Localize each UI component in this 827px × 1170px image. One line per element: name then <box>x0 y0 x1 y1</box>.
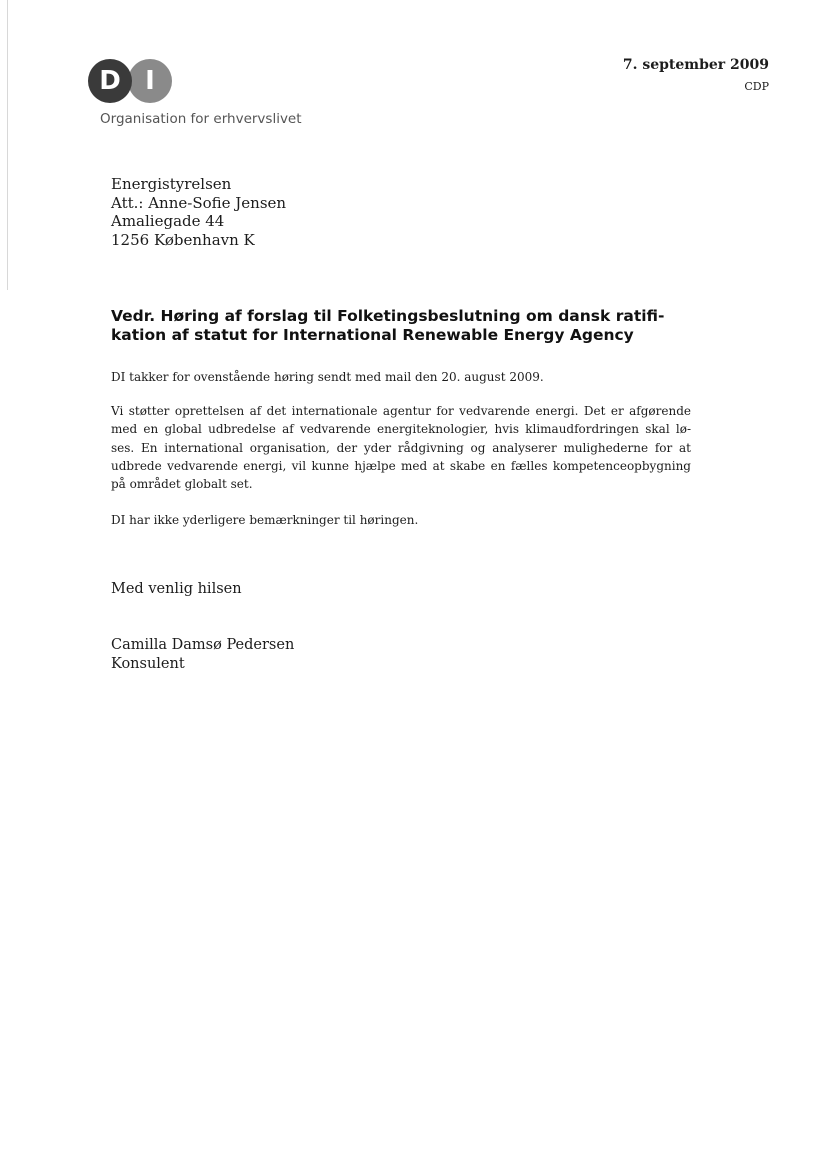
body-paragraph-3 <box>111 511 691 529</box>
paragraph-text: DI takker for ovenstående høring sendt med mail den 20. august 2009. <box>111 370 544 384</box>
paragraph-text: DI har ikke yderligere bemærkninger til høringen. <box>111 513 419 527</box>
subject-line: Vedr. Høring af forslag til Folketingsbeslutning om dansk ratifi- <box>111 307 665 325</box>
paragraph-line: på området globalt set. <box>111 477 253 492</box>
body-paragraph-1 <box>111 368 691 386</box>
signer-name: Camilla Damsø Pedersen <box>111 637 295 653</box>
closing-greeting: Med venlig hilsen <box>111 581 242 597</box>
logo-tagline: Organisation for erhvervslivet <box>100 111 302 127</box>
recipient-city: 1256 København K <box>111 230 255 249</box>
letter-date: 7. september 2009 <box>622 57 769 73</box>
paragraph-line: Vi støtter oprettelsen af det internationale agentur for vedvarende energi. Det er afgørende <box>111 404 691 418</box>
subject-line: kation af statut for International Renewable Energy Agency <box>111 326 634 344</box>
recipient-street: Amaliegade 44 <box>111 212 225 230</box>
letter-subject <box>111 307 691 345</box>
recipient-address <box>111 175 286 249</box>
page-edge-line <box>7 0 8 290</box>
logo-letter-d: D <box>88 59 132 103</box>
paragraph-line: udbrede vedvarende energi, vil kunne hjælpe med at skabe en fælles kompetenceopbygning <box>111 458 691 473</box>
paragraph-line: ses. En international organisation, der yder rådgivning og analyserer mulighederne for at <box>111 440 691 455</box>
recipient-attention: Att.: Anne-Sofie Jensen <box>111 193 287 212</box>
recipient-name: Energistyrelsen <box>111 175 232 193</box>
sender-initials: CDP <box>744 80 769 93</box>
body-paragraph-2 <box>111 402 691 493</box>
signature-block <box>111 636 294 674</box>
signer-title: Konsulent <box>111 656 185 672</box>
di-logo <box>88 57 176 105</box>
paragraph-line: med en global udbredelse af vedvarende energiteknologier, hvis klimaudfordringen skal lø- <box>111 422 691 437</box>
logo-letter-i: I <box>128 59 172 103</box>
